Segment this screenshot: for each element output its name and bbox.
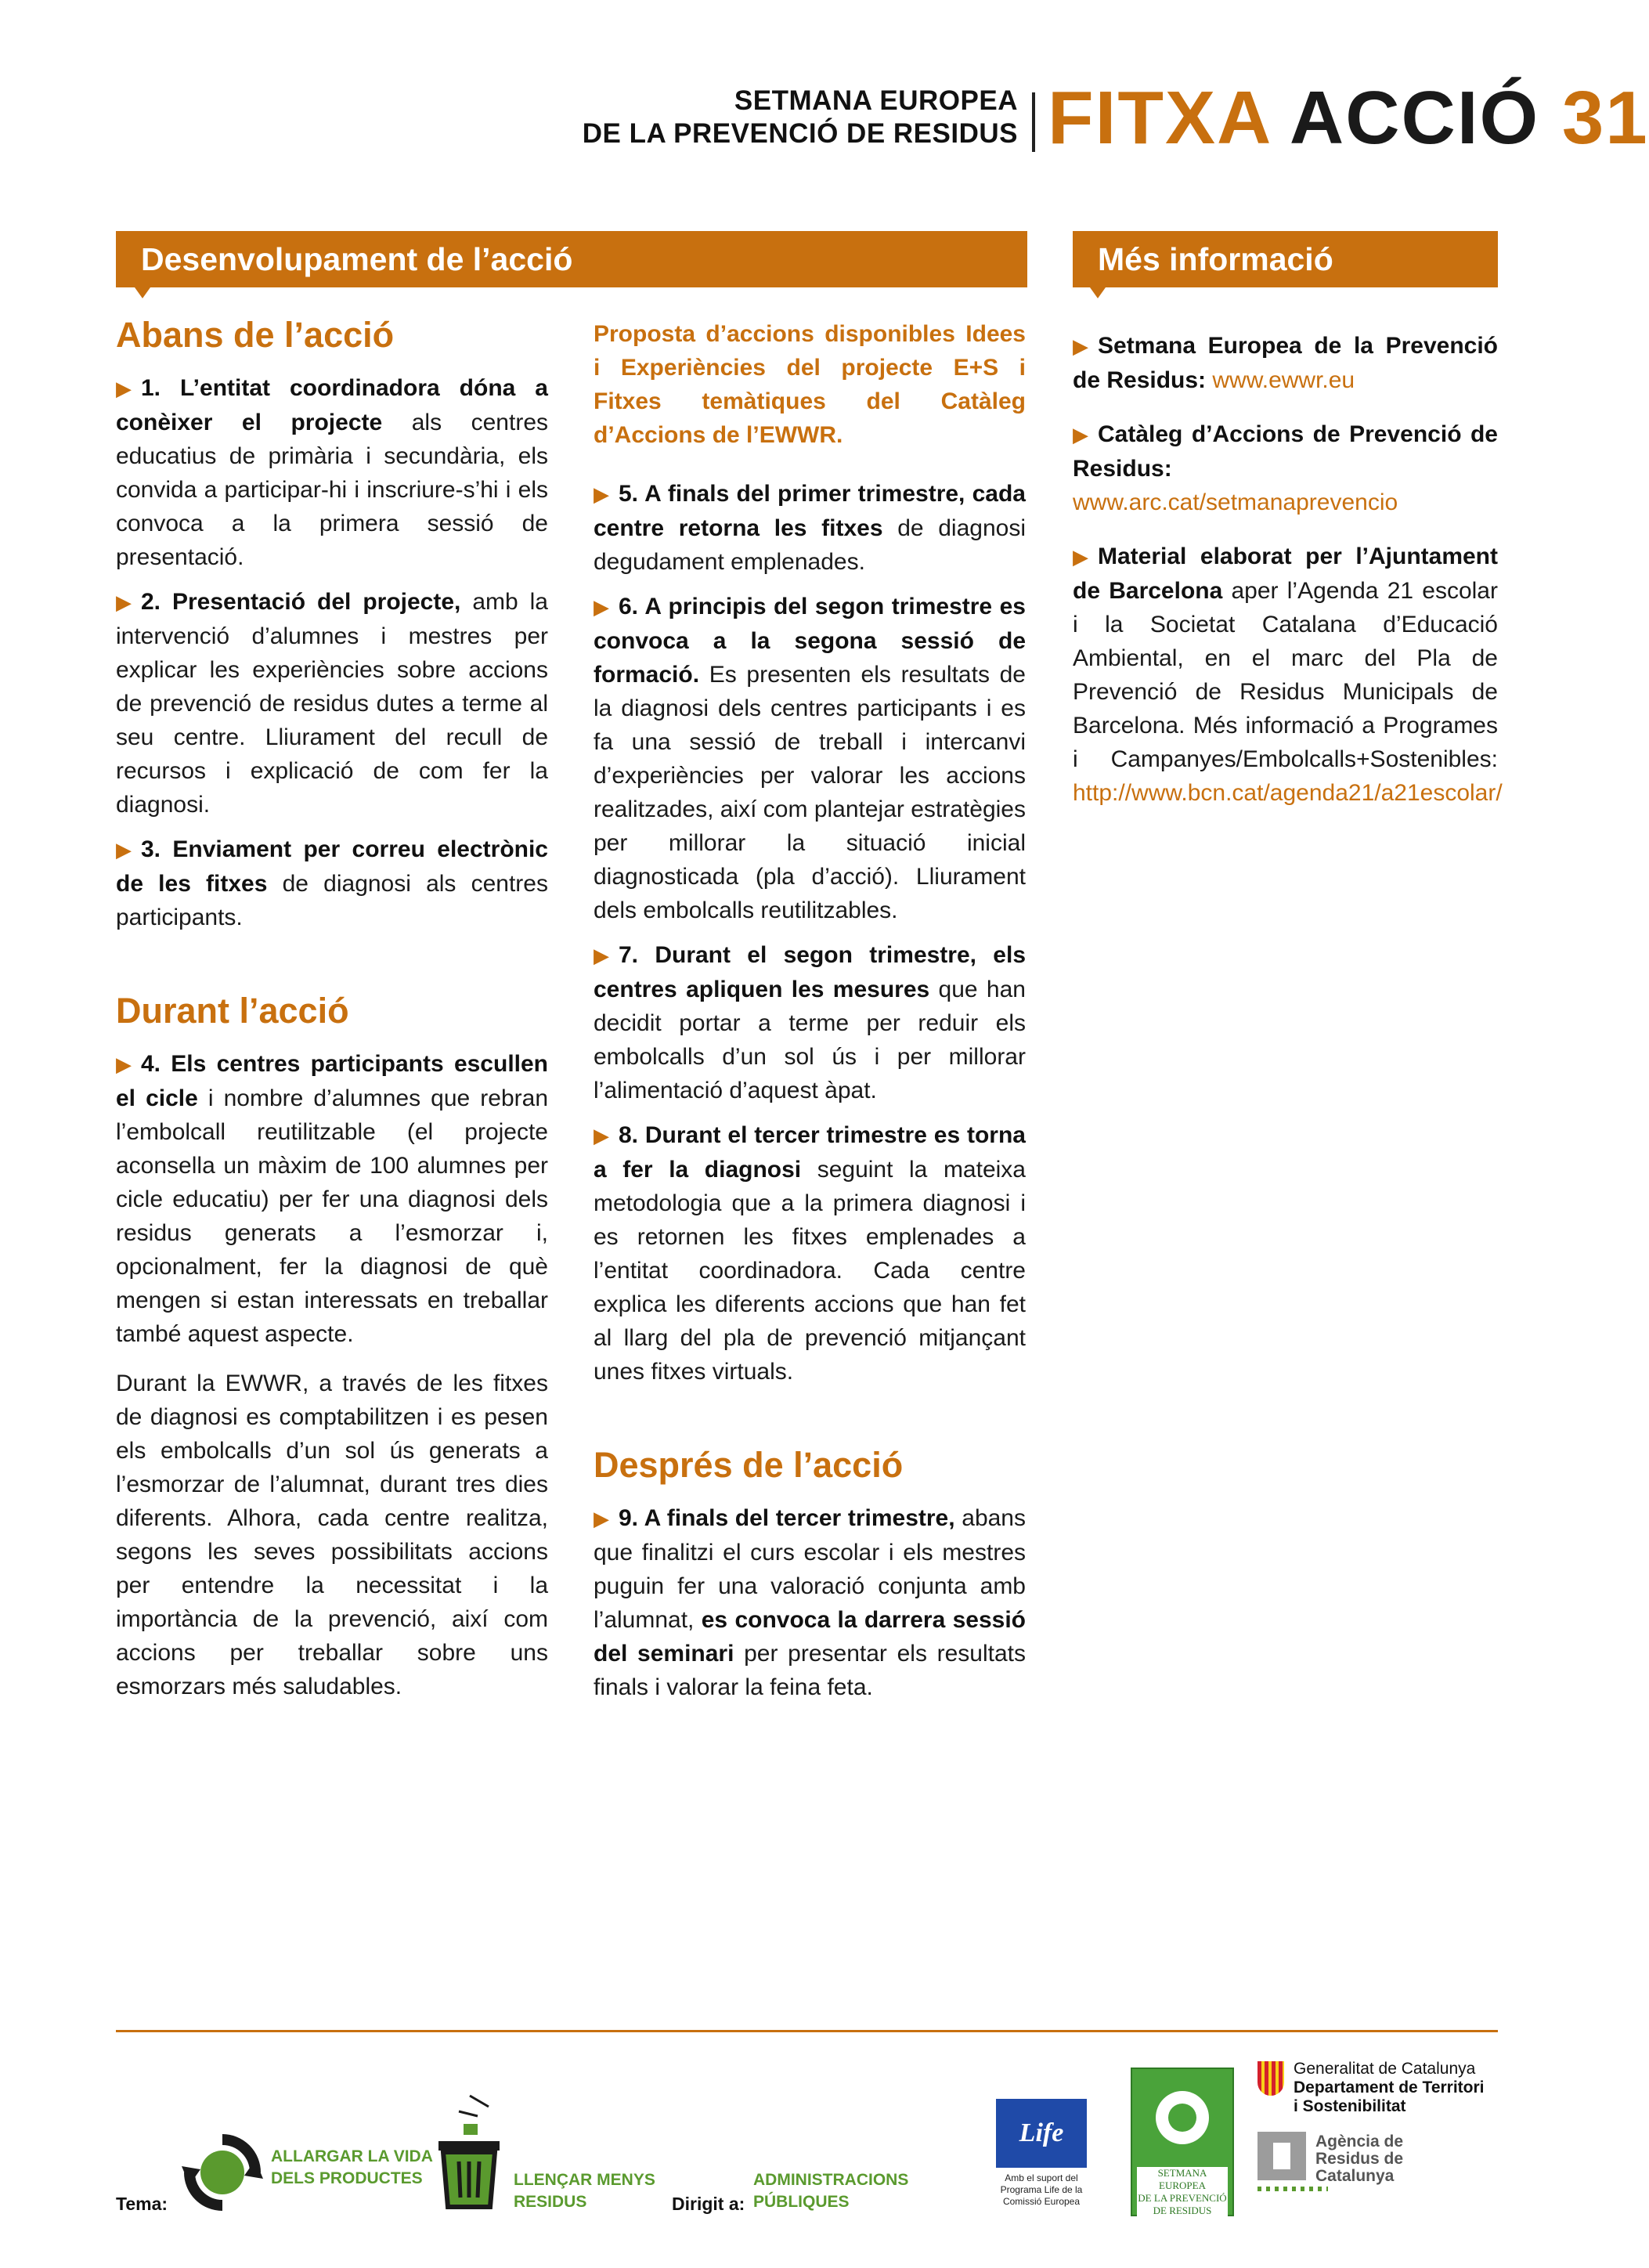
header-event-title	[583, 85, 1018, 150]
arc-logo-icon	[1257, 2132, 1306, 2180]
link-ewwr[interactable]: www.ewwr.eu	[1212, 367, 1355, 393]
column-info	[1073, 329, 1503, 821]
tema-label: Tema:	[116, 2194, 168, 2214]
info-item-catalog: ▶ Catàleg d’Accions de Prevenció de Residus: www.arc.cat/setmanaprevencio	[1073, 417, 1498, 519]
step-7: ▶ 7. Durant el segon trimestre, els centres apliquen les mesures que han decidit portar a terme per reduir els embolcalls d’un sol ús i per millorar l’alimentació d’aquest àpat.	[594, 938, 1026, 1107]
recycle-icon	[182, 2132, 263, 2213]
page-title	[1048, 75, 1649, 161]
banner-more-info: Més informació	[1073, 231, 1498, 287]
banner-tail	[1090, 287, 1106, 298]
step-1: ▶ 1. L’entitat coordinadora dóna a conèixer el projecte als centres educatius de primària i secundària, els convida a participar-hi i inscriure-s’hi i els convoca a la primera sessió de presentació.	[116, 371, 548, 574]
link-bcn[interactable]: http://www.bcn.cat/agenda21/a21escolar/	[1073, 780, 1503, 806]
step-3: ▶ 3. Enviament per correu electrònic de les fitxes de diagnosi als centres participants.	[116, 832, 548, 934]
generalitat-text: Generalitat de Catalunya Departament de Territori i Sostenibilitat	[1294, 2060, 1485, 2115]
heading-durant: Durant l’acció	[116, 991, 349, 1031]
title-fitxa: FITXA	[1048, 76, 1270, 160]
triangle-bullet-icon: ▶	[594, 944, 609, 967]
target-label: Dirigit a:	[672, 2194, 745, 2214]
banner-development: Desenvolupament de l’acció	[116, 231, 1027, 287]
column-2	[594, 317, 1026, 1715]
topic-less-waste: LLENÇAR MENYS RESIDUS	[514, 2171, 655, 2211]
step-2: ▶ 2. Presentació del projecte, amb la intervenció d’alumnes i mestres per explicar les experiències sobre accions de prevenció de residus dutes a terme al seu centre. Lliurament del recull de recursos i explicació de com fer la diagnosi.	[116, 585, 548, 822]
triangle-bullet-icon: ▶	[116, 590, 132, 614]
ewwr-logo-text: SETMANA EUROPEA DE LA PREVENCIÓ DE RESIDUS	[1138, 2167, 1227, 2216]
arc-text: Agència de Residus de Catalunya	[1315, 2133, 1404, 2185]
step-6: ▶ 6. A principis del segon trimestre es convoca a la segona sessió de formació. Es presenten els resultats de la diagnosi dels centres participants i es fa una sessió de treball i intercanvi d’experiències per valorar les accions realitzades, així com plantejar estratègies per millorar la situació inicial diagnosticada (pla d’acció). Lliurament dels embolcalls reutilitzables.	[594, 590, 1026, 927]
header-line1: SETMANA EUROPEA	[734, 85, 1018, 116]
triangle-bullet-icon: ▶	[116, 1053, 132, 1076]
title-accio: ACCIÓ	[1289, 76, 1540, 160]
info-item-ewwr: ▶ Setmana Europea de la Prevenció de Residus: www.ewwr.eu	[1073, 329, 1498, 397]
header-divider	[1032, 92, 1035, 152]
topic-extend-life: ALLARGAR LA VIDA DELS PRODUCTES	[271, 2147, 433, 2187]
step-4: ▶ 4. Els centres participants escullen el cicle i nombre d’alumnes que rebran l’embolcall reutilitzable (el projecte aconsella un màxim de 100 alumnes per cicle educatiu) per fer una diagnosi dels residus generats a l’esmorzar i, opcionalment, fer la diagnosi de què mengen si estan interessats en treballar també aquest aspecte.	[116, 1047, 548, 1351]
hand-icon	[1132, 2069, 1232, 2163]
ewwr-logo	[1131, 2068, 1234, 2216]
life-logo: Life	[996, 2099, 1087, 2168]
target-audience: ADMINISTRACIONS PÚBLIQUES	[753, 2171, 909, 2211]
info-item-material: ▶ Material elaborat per l’Ajuntament de Barcelona aper l’Agenda 21 escolar i la Societat Catalana d’Educació Ambiental, en el marc del Pla de Prevenció de Residus Municipals de Barcelona. Més informació a Programes i Campanyes/Embolcalls+Sostenibles: http://www.bcn.cat/agenda21/a21escolar/	[1073, 540, 1498, 810]
step-8: ▶ 8. Durant el tercer trimestre es torna a fer la diagnosi seguint la mateixa metodologia que a la primera diagnosi i es retornen les fitxes emplenades a l’entitat coordinadora. Cada centre explica les diferents accions que han fet al llarg del pla de prevenció mitjançant unes fitxes virtuals.	[594, 1118, 1026, 1389]
heading-abans: Abans de l’acció	[116, 315, 395, 355]
title-number: 31	[1561, 76, 1649, 160]
triangle-bullet-icon: ▶	[594, 1507, 609, 1530]
banner-tail	[135, 287, 150, 298]
footer-divider	[116, 2030, 1498, 2032]
arc-dots	[1257, 2187, 1328, 2191]
header-line2: DE LA PREVENCIÓ DE RESIDUS	[582, 118, 1018, 149]
life-support-note: Amb el suport del Programa Life de la Comissió Europea	[1000, 2172, 1083, 2207]
triangle-bullet-icon: ▶	[594, 595, 609, 619]
triangle-bullet-icon: ▶	[1073, 545, 1088, 569]
link-arc[interactable]: www.arc.cat/setmanaprevencio	[1073, 489, 1398, 515]
heading-despres: Després de l’acció	[594, 1445, 904, 1485]
triangle-bullet-icon: ▶	[594, 482, 609, 506]
triangle-bullet-icon: ▶	[1073, 423, 1088, 446]
triangle-bullet-icon: ▶	[1073, 334, 1088, 358]
generalitat-shield-icon	[1257, 2061, 1284, 2096]
waste-bin-icon	[435, 2093, 503, 2210]
triangle-bullet-icon: ▶	[594, 1124, 609, 1147]
triangle-bullet-icon: ▶	[116, 377, 132, 400]
proposal-note: Proposta d’accions disponibles Idees i Experiències del projecte E+S i Fitxes temàtiques del Catàleg d’Accions de l’EWWR.	[594, 321, 1026, 448]
during-paragraph: Durant la EWWR, a través de les fitxes de diagnosi es comptabilitzen i es pesen els embolcalls d’un sol ús generats a l’esmorzar de l’alumnat, durant tres dies diferents. Alhora, cada centre realitza, segons les seves possibilitats accions per entendre la necessitat i la importància de la prevenció, així com accions per treballar sobre uns esmorzars més saludables.	[116, 1371, 548, 1699]
column-1	[116, 313, 548, 1714]
step-9: ▶ 9. A finals del tercer trimestre, abans que finalitzi el curs escolar i els mestres puguin fer una valoració conjunta amb l’alumnat, es convoca la darrera sessió del seminari per presentar els resultats finals i valorar la feina feta.	[594, 1501, 1026, 1704]
step-5: ▶ 5. A finals del primer trimestre, cada centre retorna les fitxes de diagnosi degudament emplenades.	[594, 477, 1026, 579]
triangle-bullet-icon: ▶	[116, 838, 132, 861]
